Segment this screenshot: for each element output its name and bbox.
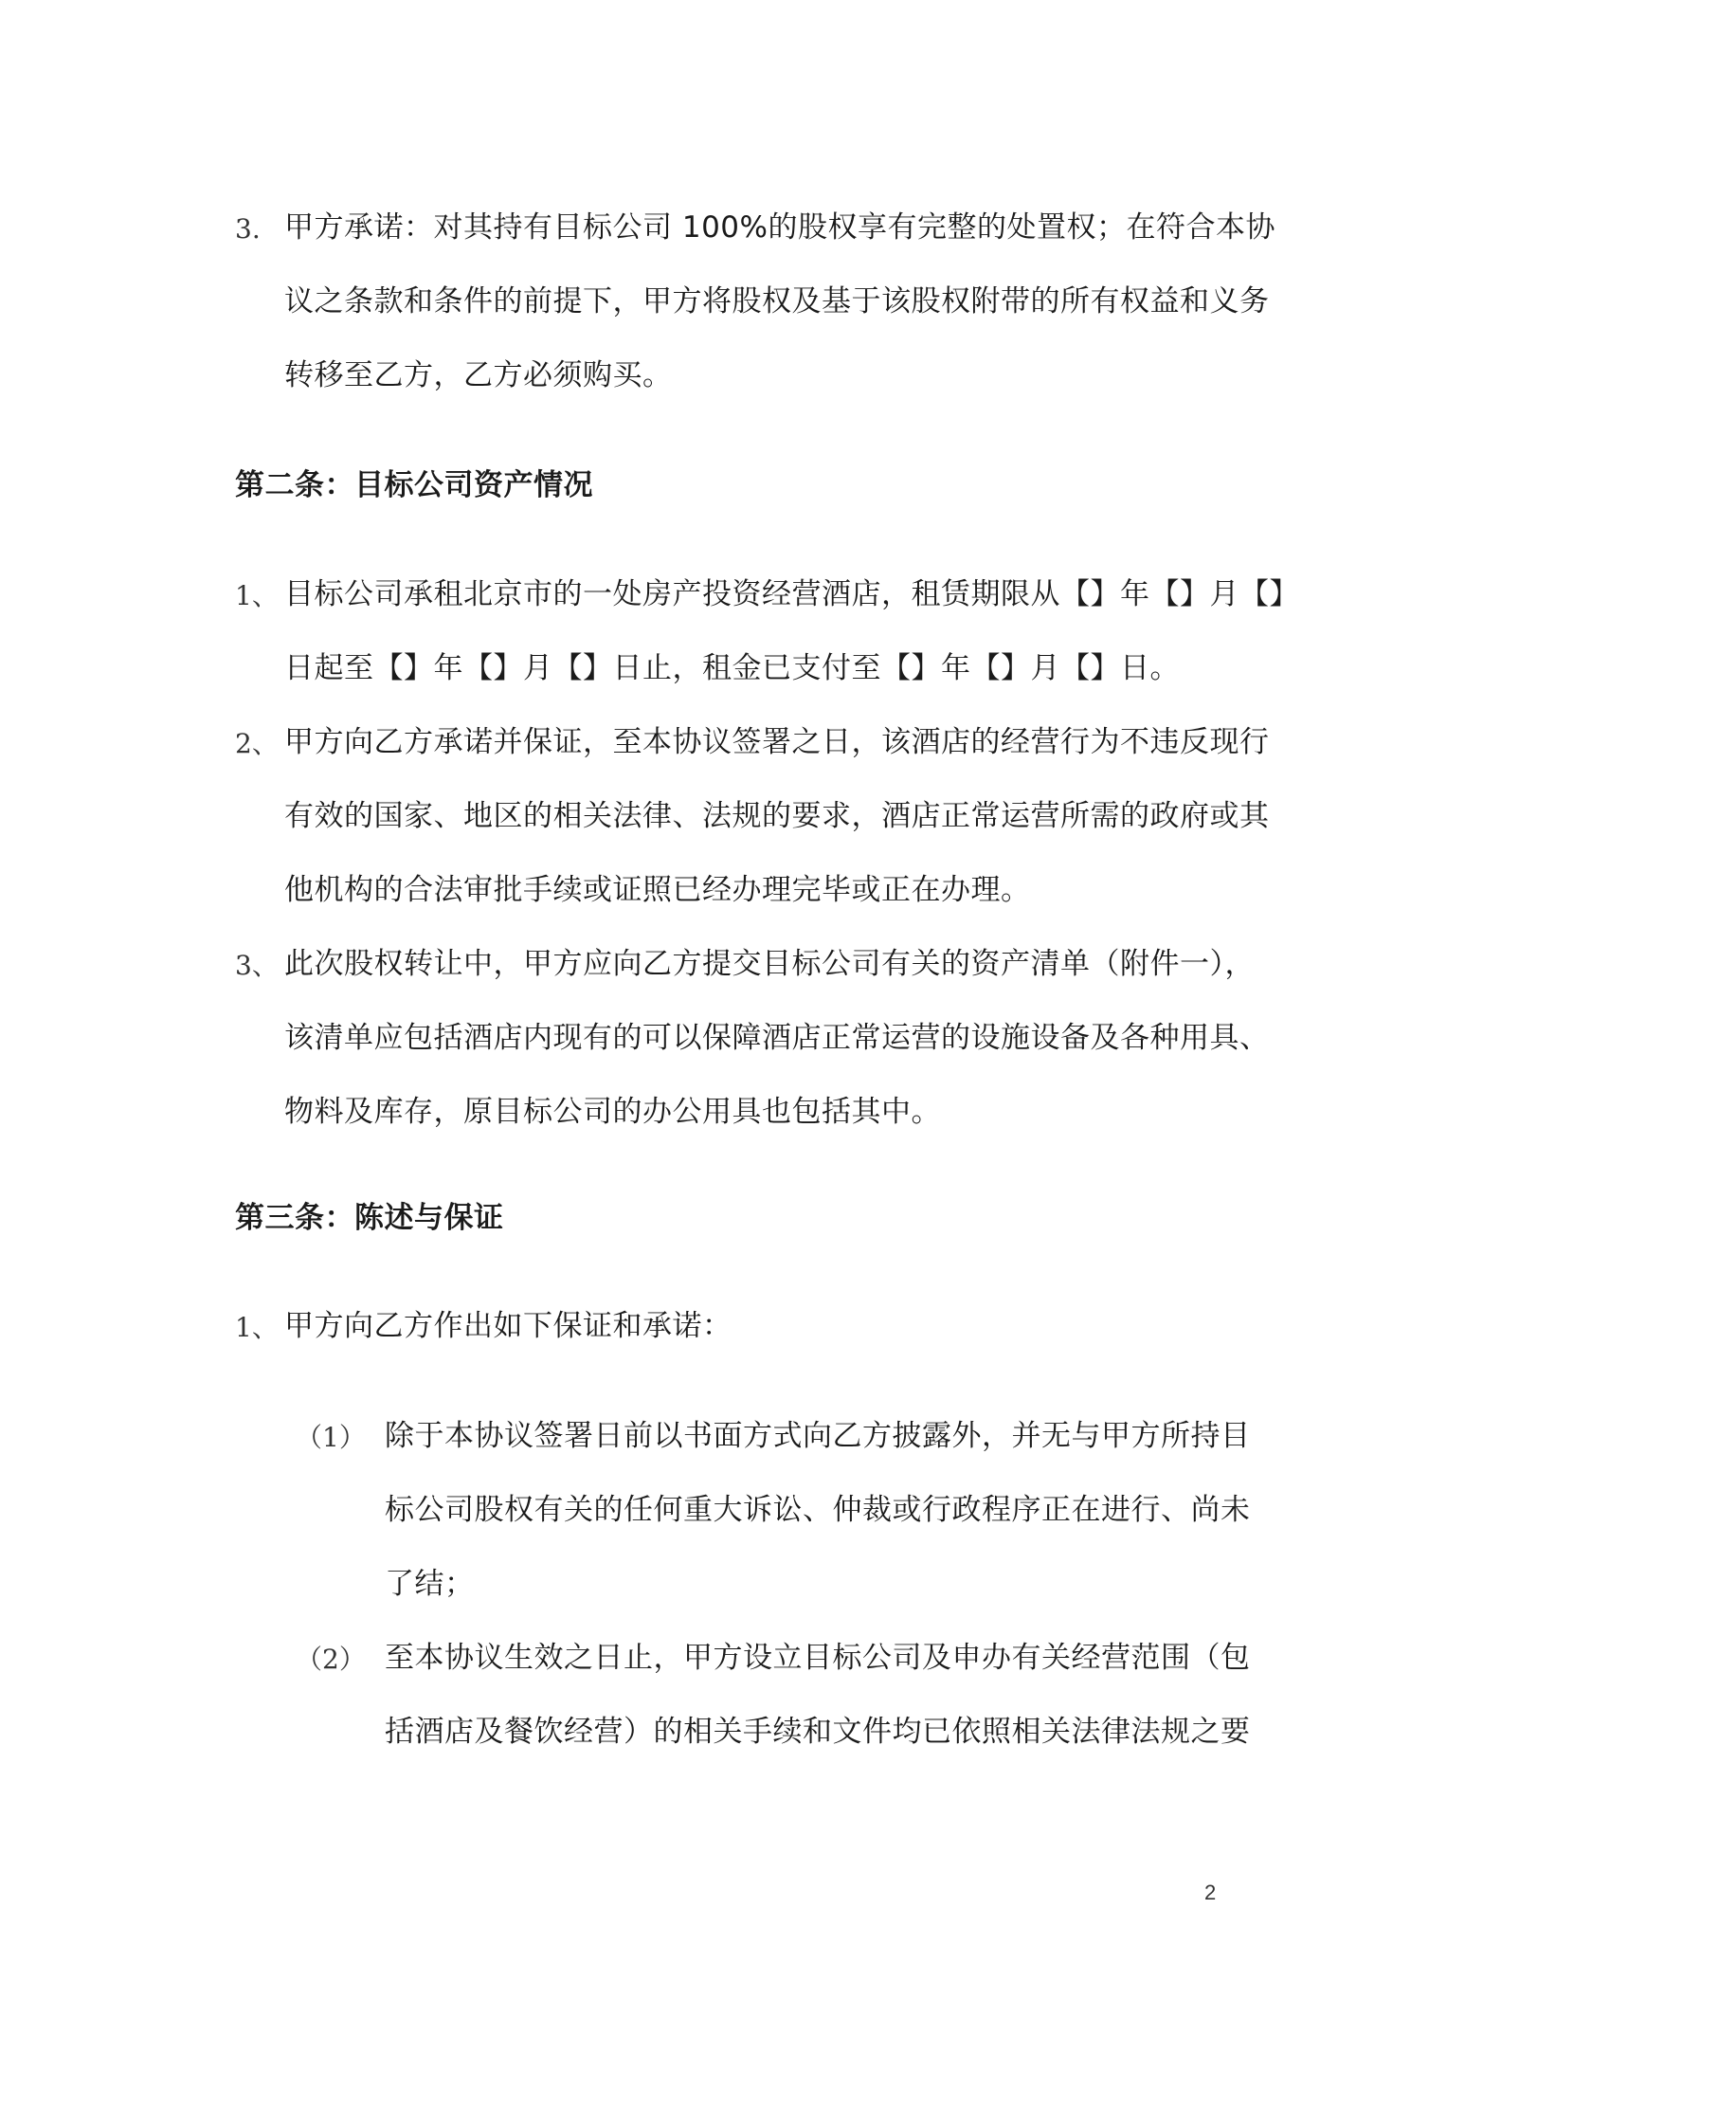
text-line: 至本协议生效之日止，甲方设立目标公司及申办有关经营范围（包 [385,1641,1251,1675]
text-line: 此次股权转让中，甲方应向乙方提交目标公司有关的资产清单（附件一）， [284,947,1255,981]
article-heading: 第二条：目标公司资产情况 [235,468,593,502]
text-line: 他机构的合法审批手续或证照已经办理完毕或正在办理。 [284,873,1031,907]
text-line: 标公司股权有关的任何重大诉讼、仲裁或行政程序正在进行、尚未 [385,1493,1251,1527]
text-line: 括酒店及餐饮经营）的相关手续和文件均已依照相关法律法规之要 [385,1715,1251,1749]
text-line: 了结； [385,1567,475,1601]
text-line: 有效的国家、地区的相关法律、法规的要求，酒店正常运营所需的政府或其 [284,799,1270,833]
text-line: 日起至【】年【】月【】日止，租金已支付至【】年【】月【】日。 [284,651,1180,685]
item-number: 1、 [235,580,279,611]
page-number: 2 [1204,1881,1217,1904]
text-line: 物料及库存，原目标公司的办公用具也包括其中。 [284,1095,941,1129]
item-number: 1、 [235,1312,279,1343]
article-heading: 第三条：陈述与保证 [235,1201,504,1235]
text-line: 该清单应包括酒店内现有的可以保障酒店正常运营的设施设备及各种用具、 [284,1021,1270,1055]
text-line: 除于本协议签署日前以书面方式向乙方披露外，并无与甲方所持目 [385,1419,1251,1453]
item-number: 3、 [235,950,279,981]
text-line: 甲方向乙方作出如下保证和承诺： [284,1309,732,1343]
text-line: 甲方向乙方承诺并保证，至本协议签署之日，该酒店的经营行为不违反现行 [284,725,1270,759]
item-number: 2、 [235,728,279,759]
subitem-number: （1） [296,1422,366,1453]
item-number: 3. [235,213,261,245]
text-line: 甲方承诺：对其持有目标公司 100%的股权享有完整的处置权；在符合本协 [284,210,1275,245]
subitem-number: （2） [296,1644,366,1675]
text-line: 议之条款和条件的前提下，甲方将股权及基于该股权附带的所有权益和义务 [284,284,1270,318]
text-line: 目标公司承租北京市的一处房产投资经营酒店，租赁期限从【】年【】月【】 [284,577,1299,611]
text-line: 转移至乙方，乙方必须购买。 [284,358,673,392]
